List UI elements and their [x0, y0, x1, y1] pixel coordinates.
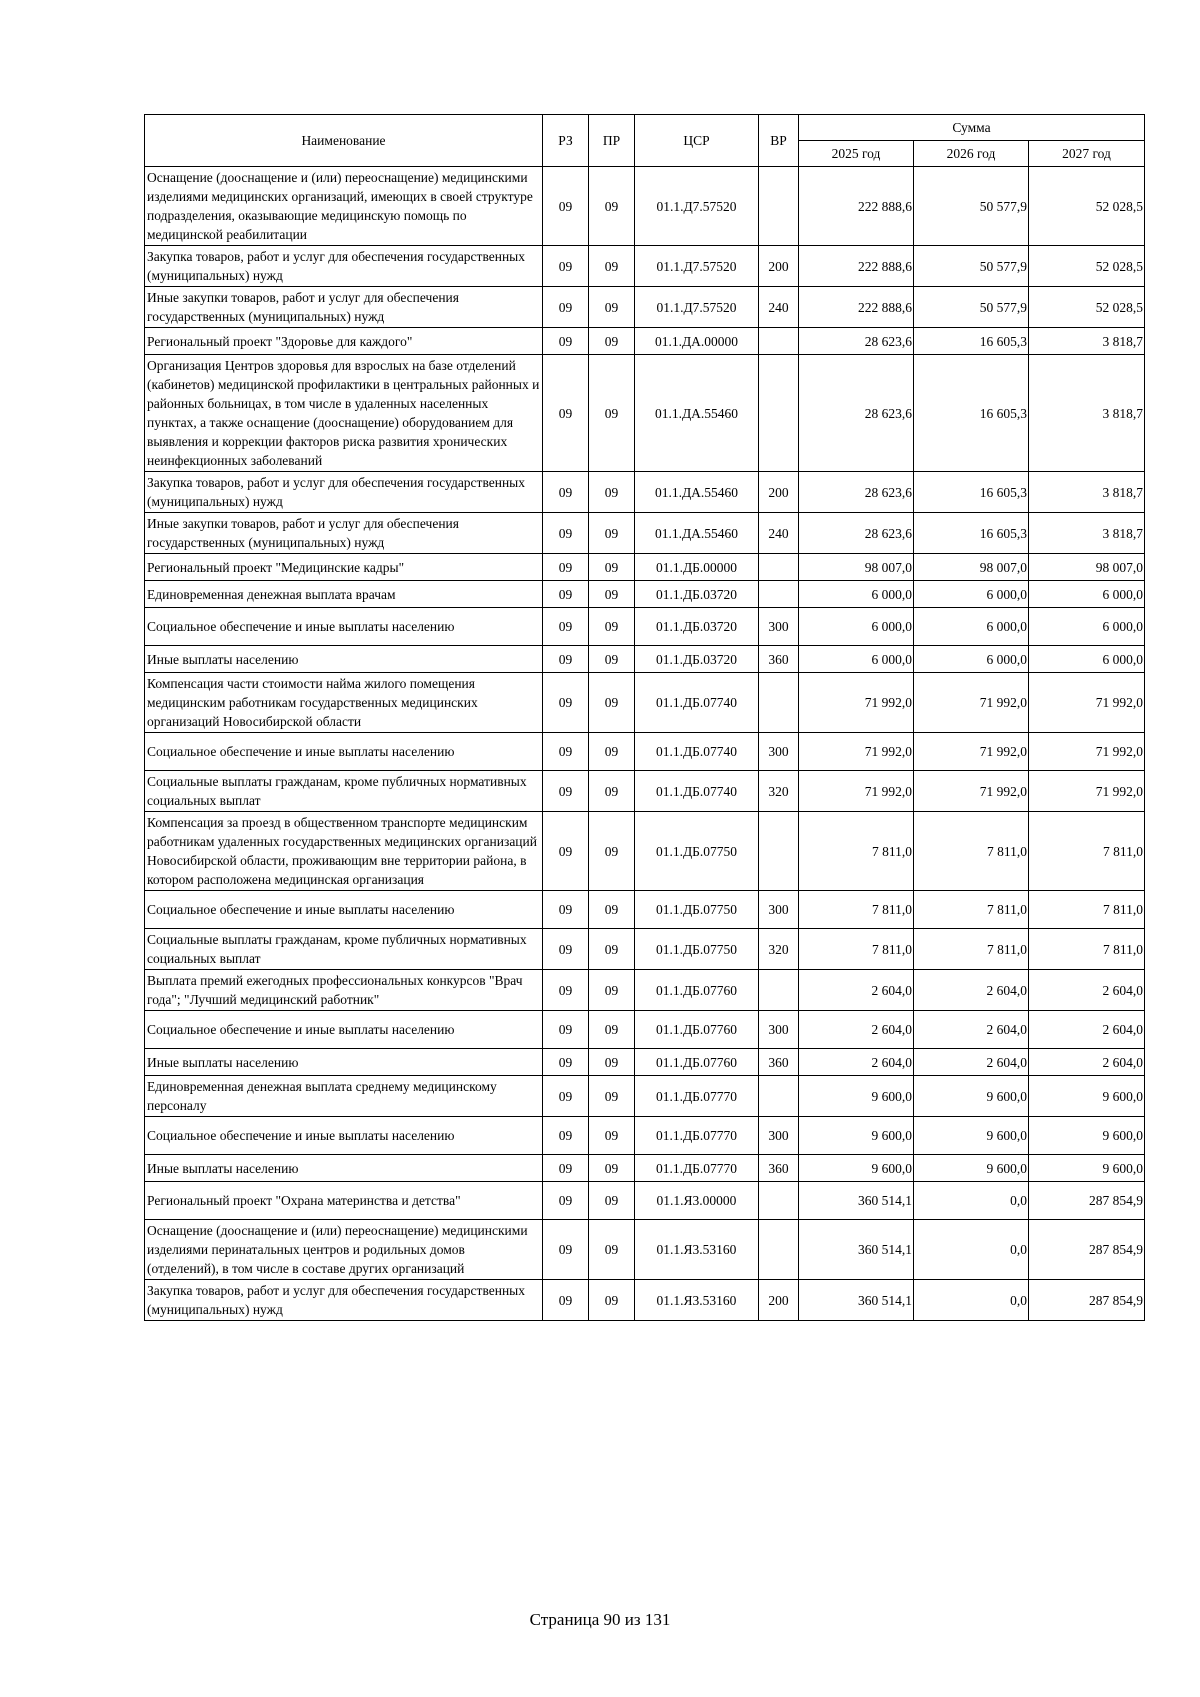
row-2026-cell: 71 992,0: [914, 771, 1029, 812]
row-vr-cell: 320: [759, 929, 799, 970]
row-name-cell: Иные закупки товаров, работ и услуг для обеспечения государственных (муниципальных) нужд: [145, 513, 543, 554]
row-2025-cell: 6 000,0: [799, 608, 914, 646]
row-2026-cell: 0,0: [914, 1182, 1029, 1220]
row-csr-cell: 01.1.ДА.55460: [635, 472, 759, 513]
row-vr-cell: 360: [759, 1049, 799, 1076]
row-pr-cell: 09: [589, 1280, 635, 1321]
row-2026-cell: 9 600,0: [914, 1076, 1029, 1117]
row-vr-cell: 300: [759, 608, 799, 646]
row-2026-cell: 6 000,0: [914, 608, 1029, 646]
row-name-cell: Иные выплаты населению: [145, 1049, 543, 1076]
row-pr-cell: 09: [589, 1117, 635, 1155]
row-pr-cell: 09: [589, 1011, 635, 1049]
row-vr-cell: 240: [759, 287, 799, 328]
row-name-cell: Единовременная денежная выплата врачам: [145, 581, 543, 608]
row-2026-cell: 7 811,0: [914, 929, 1029, 970]
row-2025-cell: 71 992,0: [799, 733, 914, 771]
table-row: [145, 646, 1145, 673]
table-row: [145, 733, 1145, 771]
header-2025: 2025 год: [799, 141, 914, 167]
row-2027-cell: 3 818,7: [1029, 355, 1145, 472]
table-row: [145, 771, 1145, 812]
row-name-cell: Социальное обеспечение и иные выплаты населению: [145, 891, 543, 929]
row-2025-cell: 2 604,0: [799, 970, 914, 1011]
row-rz-cell: 09: [543, 812, 589, 891]
row-vr-cell: [759, 355, 799, 472]
row-csr-cell: 01.1.ДБ.07770: [635, 1155, 759, 1182]
row-2027-cell: 3 818,7: [1029, 472, 1145, 513]
row-2026-cell: 71 992,0: [914, 673, 1029, 733]
row-2026-cell: 0,0: [914, 1280, 1029, 1321]
table-row: [145, 554, 1145, 581]
row-rz-cell: 09: [543, 1155, 589, 1182]
row-2026-cell: 2 604,0: [914, 1049, 1029, 1076]
row-csr-cell: 01.1.ДБ.07760: [635, 1011, 759, 1049]
row-2026-cell: 16 605,3: [914, 513, 1029, 554]
row-pr-cell: 09: [589, 513, 635, 554]
table-row: [145, 1280, 1145, 1321]
row-pr-cell: 09: [589, 771, 635, 812]
table-row: [145, 1076, 1145, 1117]
table-row: [145, 970, 1145, 1011]
row-vr-cell: [759, 1076, 799, 1117]
row-2025-cell: 9 600,0: [799, 1155, 914, 1182]
row-rz-cell: 09: [543, 1117, 589, 1155]
row-name-cell: Организация Центров здоровья для взрослых на базе отделений (кабинетов) медицинской профилактики в центральных районных и районных больницах, в том числе в удаленных населенных пунктах, а также оснащение (дооснащение) оборудованием для выявления и коррекции факторов риска развития хронических неинфекционных заболеваний: [145, 355, 543, 472]
row-pr-cell: 09: [589, 287, 635, 328]
table-row: [145, 929, 1145, 970]
table-header: [145, 115, 1145, 167]
row-vr-cell: [759, 328, 799, 355]
row-2027-cell: 71 992,0: [1029, 771, 1145, 812]
row-vr-cell: [759, 167, 799, 246]
row-2026-cell: 0,0: [914, 1220, 1029, 1280]
row-csr-cell: 01.1.ДБ.07760: [635, 970, 759, 1011]
row-name-cell: Социальные выплаты гражданам, кроме публичных нормативных социальных выплат: [145, 771, 543, 812]
row-pr-cell: 09: [589, 673, 635, 733]
table-row: [145, 472, 1145, 513]
row-2027-cell: 71 992,0: [1029, 733, 1145, 771]
row-rz-cell: 09: [543, 646, 589, 673]
row-csr-cell: 01.1.ДБ.03720: [635, 646, 759, 673]
row-2025-cell: 360 514,1: [799, 1280, 914, 1321]
row-2025-cell: 360 514,1: [799, 1182, 914, 1220]
row-2026-cell: 9 600,0: [914, 1117, 1029, 1155]
row-pr-cell: 09: [589, 812, 635, 891]
row-csr-cell: 01.1.ДБ.07740: [635, 771, 759, 812]
row-2027-cell: 287 854,9: [1029, 1182, 1145, 1220]
row-name-cell: Региональный проект "Здоровье для каждого": [145, 328, 543, 355]
row-2027-cell: 9 600,0: [1029, 1155, 1145, 1182]
row-2027-cell: 7 811,0: [1029, 812, 1145, 891]
row-rz-cell: 09: [543, 1076, 589, 1117]
row-rz-cell: 09: [543, 167, 589, 246]
row-name-cell: Социальное обеспечение и иные выплаты населению: [145, 733, 543, 771]
table-row: [145, 673, 1145, 733]
row-2027-cell: 7 811,0: [1029, 929, 1145, 970]
row-csr-cell: 01.1.ДБ.00000: [635, 554, 759, 581]
row-rz-cell: 09: [543, 771, 589, 812]
budget-table: [144, 114, 1145, 1321]
row-pr-cell: 09: [589, 1182, 635, 1220]
row-csr-cell: 01.1.ДБ.07750: [635, 812, 759, 891]
row-vr-cell: [759, 970, 799, 1011]
row-name-cell: Оснащение (дооснащение и (или) переоснащение) медицинскими изделиями перинатальных центров и родильных домов (отделений), в том числе в составе других организаций: [145, 1220, 543, 1280]
row-name-cell: Компенсация части стоимости найма жилого помещения медицинским работникам государственных медицинских организаций Новосибирской области: [145, 673, 543, 733]
row-2025-cell: 7 811,0: [799, 929, 914, 970]
table-row: [145, 287, 1145, 328]
table-row: [145, 246, 1145, 287]
row-csr-cell: 01.1.ДБ.07740: [635, 733, 759, 771]
row-rz-cell: 09: [543, 1182, 589, 1220]
header-rz: РЗ: [543, 115, 589, 167]
table-row: [145, 167, 1145, 246]
row-2025-cell: 360 514,1: [799, 1220, 914, 1280]
row-2025-cell: 28 623,6: [799, 472, 914, 513]
row-pr-cell: 09: [589, 929, 635, 970]
row-2027-cell: 52 028,5: [1029, 167, 1145, 246]
row-csr-cell: 01.1.ДБ.07750: [635, 891, 759, 929]
row-2026-cell: 71 992,0: [914, 733, 1029, 771]
row-vr-cell: [759, 1220, 799, 1280]
row-rz-cell: 09: [543, 246, 589, 287]
header-pr: ПР: [589, 115, 635, 167]
row-2027-cell: 9 600,0: [1029, 1076, 1145, 1117]
row-rz-cell: 09: [543, 733, 589, 771]
row-vr-cell: 320: [759, 771, 799, 812]
row-vr-cell: [759, 812, 799, 891]
row-2027-cell: 6 000,0: [1029, 646, 1145, 673]
row-2027-cell: 3 818,7: [1029, 328, 1145, 355]
row-rz-cell: 09: [543, 970, 589, 1011]
header-vr: ВР: [759, 115, 799, 167]
row-2026-cell: 50 577,9: [914, 167, 1029, 246]
row-vr-cell: [759, 554, 799, 581]
row-2025-cell: 2 604,0: [799, 1011, 914, 1049]
row-2025-cell: 9 600,0: [799, 1076, 914, 1117]
row-vr-cell: 300: [759, 1117, 799, 1155]
row-pr-cell: 09: [589, 472, 635, 513]
row-rz-cell: 09: [543, 581, 589, 608]
row-rz-cell: 09: [543, 891, 589, 929]
row-rz-cell: 09: [543, 1220, 589, 1280]
row-2027-cell: 52 028,5: [1029, 246, 1145, 287]
table-row: [145, 1155, 1145, 1182]
row-rz-cell: 09: [543, 355, 589, 472]
row-csr-cell: 01.1.Я3.53160: [635, 1280, 759, 1321]
table-row: [145, 608, 1145, 646]
row-pr-cell: 09: [589, 554, 635, 581]
row-2026-cell: 16 605,3: [914, 355, 1029, 472]
page-number: Страница 90 из 131: [529, 1610, 671, 1629]
row-pr-cell: 09: [589, 646, 635, 673]
row-name-cell: Региональный проект "Охрана материнства и детства": [145, 1182, 543, 1220]
row-2026-cell: 50 577,9: [914, 246, 1029, 287]
row-name-cell: Региональный проект "Медицинские кадры": [145, 554, 543, 581]
row-rz-cell: 09: [543, 287, 589, 328]
row-2026-cell: 50 577,9: [914, 287, 1029, 328]
row-pr-cell: 09: [589, 970, 635, 1011]
row-rz-cell: 09: [543, 673, 589, 733]
header-2027: 2027 год: [1029, 141, 1145, 167]
table-row: [145, 513, 1145, 554]
row-pr-cell: 09: [589, 891, 635, 929]
row-csr-cell: 01.1.ДБ.07770: [635, 1117, 759, 1155]
row-csr-cell: 01.1.ДА.55460: [635, 355, 759, 472]
table-row: [145, 891, 1145, 929]
row-rz-cell: 09: [543, 554, 589, 581]
row-2026-cell: 7 811,0: [914, 891, 1029, 929]
row-vr-cell: 360: [759, 1155, 799, 1182]
row-rz-cell: 09: [543, 513, 589, 554]
row-csr-cell: 01.1.ДБ.07760: [635, 1049, 759, 1076]
row-name-cell: Выплата премий ежегодных профессиональных конкурсов "Врач года"; "Лучший медицинский работник": [145, 970, 543, 1011]
row-name-cell: Закупка товаров, работ и услуг для обеспечения государственных (муниципальных) нужд: [145, 246, 543, 287]
row-2025-cell: 9 600,0: [799, 1117, 914, 1155]
row-vr-cell: [759, 581, 799, 608]
table-row: [145, 328, 1145, 355]
row-2025-cell: 7 811,0: [799, 891, 914, 929]
row-vr-cell: [759, 673, 799, 733]
row-pr-cell: 09: [589, 581, 635, 608]
row-vr-cell: 300: [759, 1011, 799, 1049]
row-2026-cell: 2 604,0: [914, 970, 1029, 1011]
row-rz-cell: 09: [543, 1049, 589, 1076]
row-name-cell: Закупка товаров, работ и услуг для обеспечения государственных (муниципальных) нужд: [145, 472, 543, 513]
row-2025-cell: 222 888,6: [799, 167, 914, 246]
row-csr-cell: 01.1.Д7.57520: [635, 167, 759, 246]
table-row: [145, 581, 1145, 608]
row-2027-cell: 2 604,0: [1029, 970, 1145, 1011]
row-name-cell: Компенсация за проезд в общественном транспорте медицинским работникам удаленных государственных медицинских организаций Новосибирской области, проживающим вне территории района, в котором расположена медицинская организация: [145, 812, 543, 891]
row-vr-cell: 240: [759, 513, 799, 554]
row-2025-cell: 28 623,6: [799, 513, 914, 554]
row-pr-cell: 09: [589, 355, 635, 472]
row-2025-cell: 6 000,0: [799, 581, 914, 608]
row-2025-cell: 2 604,0: [799, 1049, 914, 1076]
row-2026-cell: 2 604,0: [914, 1011, 1029, 1049]
header-sum: Сумма: [799, 115, 1145, 141]
row-2027-cell: 3 818,7: [1029, 513, 1145, 554]
row-vr-cell: 200: [759, 472, 799, 513]
row-2025-cell: 222 888,6: [799, 246, 914, 287]
row-csr-cell: 01.1.ДА.00000: [635, 328, 759, 355]
header-name: Наименование: [145, 115, 543, 167]
row-csr-cell: 01.1.ДБ.03720: [635, 608, 759, 646]
row-2027-cell: 6 000,0: [1029, 608, 1145, 646]
row-pr-cell: 09: [589, 1049, 635, 1076]
row-pr-cell: 09: [589, 733, 635, 771]
row-vr-cell: 300: [759, 891, 799, 929]
row-rz-cell: 09: [543, 929, 589, 970]
row-2027-cell: 98 007,0: [1029, 554, 1145, 581]
row-name-cell: Иные выплаты населению: [145, 646, 543, 673]
row-name-cell: Иные закупки товаров, работ и услуг для обеспечения государственных (муниципальных) нужд: [145, 287, 543, 328]
row-csr-cell: 01.1.ДБ.07770: [635, 1076, 759, 1117]
row-vr-cell: 200: [759, 1280, 799, 1321]
row-2026-cell: 7 811,0: [914, 812, 1029, 891]
row-vr-cell: 300: [759, 733, 799, 771]
row-csr-cell: 01.1.Д7.57520: [635, 246, 759, 287]
row-2025-cell: 71 992,0: [799, 673, 914, 733]
row-pr-cell: 09: [589, 1220, 635, 1280]
table-row: [145, 1220, 1145, 1280]
table-body: [145, 167, 1145, 1321]
row-rz-cell: 09: [543, 608, 589, 646]
row-name-cell: Закупка товаров, работ и услуг для обеспечения государственных (муниципальных) нужд: [145, 1280, 543, 1321]
row-2026-cell: 16 605,3: [914, 472, 1029, 513]
row-2027-cell: 71 992,0: [1029, 673, 1145, 733]
row-2025-cell: 28 623,6: [799, 328, 914, 355]
header-csr: ЦСР: [635, 115, 759, 167]
row-2025-cell: 28 623,6: [799, 355, 914, 472]
row-name-cell: Иные выплаты населению: [145, 1155, 543, 1182]
row-2026-cell: 98 007,0: [914, 554, 1029, 581]
row-rz-cell: 09: [543, 328, 589, 355]
row-2025-cell: 222 888,6: [799, 287, 914, 328]
row-csr-cell: 01.1.ДА.55460: [635, 513, 759, 554]
row-name-cell: Социальное обеспечение и иные выплаты населению: [145, 608, 543, 646]
row-vr-cell: 360: [759, 646, 799, 673]
table-row: [145, 1049, 1145, 1076]
row-pr-cell: 09: [589, 328, 635, 355]
row-rz-cell: 09: [543, 1280, 589, 1321]
row-pr-cell: 09: [589, 1155, 635, 1182]
row-2027-cell: 6 000,0: [1029, 581, 1145, 608]
row-2027-cell: 52 028,5: [1029, 287, 1145, 328]
table-row: [145, 355, 1145, 472]
row-name-cell: Социальное обеспечение и иные выплаты населению: [145, 1117, 543, 1155]
header-2026: 2026 год: [914, 141, 1029, 167]
row-2027-cell: 9 600,0: [1029, 1117, 1145, 1155]
row-2025-cell: 71 992,0: [799, 771, 914, 812]
row-csr-cell: 01.1.Я3.00000: [635, 1182, 759, 1220]
row-vr-cell: [759, 1182, 799, 1220]
row-name-cell: Социальные выплаты гражданам, кроме публичных нормативных социальных выплат: [145, 929, 543, 970]
row-pr-cell: 09: [589, 246, 635, 287]
row-pr-cell: 09: [589, 1076, 635, 1117]
table-row: [145, 1182, 1145, 1220]
row-csr-cell: 01.1.ДБ.07750: [635, 929, 759, 970]
row-rz-cell: 09: [543, 472, 589, 513]
row-2027-cell: 7 811,0: [1029, 891, 1145, 929]
table-row: [145, 812, 1145, 891]
row-csr-cell: 01.1.Я3.53160: [635, 1220, 759, 1280]
row-2025-cell: 98 007,0: [799, 554, 914, 581]
row-name-cell: Оснащение (дооснащение и (или) переоснащение) медицинскими изделиями медицинских организаций, имеющих в своей структуре подразделения, оказывающие медицинскую помощь по медицинской реабилитации: [145, 167, 543, 246]
row-2027-cell: 2 604,0: [1029, 1049, 1145, 1076]
row-vr-cell: 200: [759, 246, 799, 287]
row-csr-cell: 01.1.ДБ.03720: [635, 581, 759, 608]
table-row: [145, 1117, 1145, 1155]
row-2025-cell: 6 000,0: [799, 646, 914, 673]
table-row: [145, 1011, 1145, 1049]
row-2025-cell: 7 811,0: [799, 812, 914, 891]
row-pr-cell: 09: [589, 608, 635, 646]
row-2026-cell: 16 605,3: [914, 328, 1029, 355]
row-rz-cell: 09: [543, 1011, 589, 1049]
row-csr-cell: 01.1.ДБ.07740: [635, 673, 759, 733]
row-2027-cell: 2 604,0: [1029, 1011, 1145, 1049]
row-2026-cell: 9 600,0: [914, 1155, 1029, 1182]
row-2027-cell: 287 854,9: [1029, 1280, 1145, 1321]
row-csr-cell: 01.1.Д7.57520: [635, 287, 759, 328]
row-pr-cell: 09: [589, 167, 635, 246]
row-2026-cell: 6 000,0: [914, 581, 1029, 608]
row-2026-cell: 6 000,0: [914, 646, 1029, 673]
row-2027-cell: 287 854,9: [1029, 1220, 1145, 1280]
row-name-cell: Единовременная денежная выплата среднему медицинскому персоналу: [145, 1076, 543, 1117]
row-name-cell: Социальное обеспечение и иные выплаты населению: [145, 1011, 543, 1049]
